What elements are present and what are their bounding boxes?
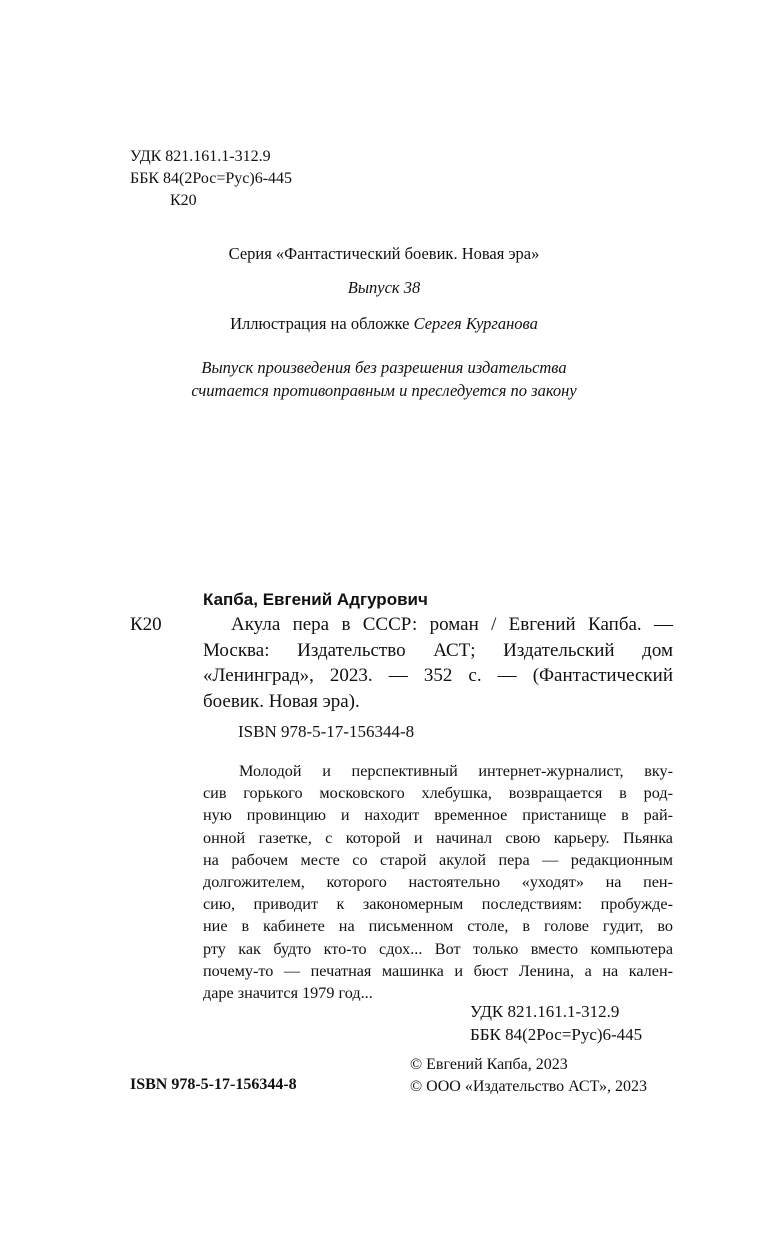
author-mark: К20 xyxy=(130,614,162,635)
biblio-line: Москва: Издательство АСТ; Издательский дом xyxy=(203,639,673,661)
isbn-entry: ISBN 978-5-17-156344-8 xyxy=(238,722,415,741)
legal-notice-line: считается противоправным и преследуется по закону xyxy=(191,381,577,400)
annotation-line: сив горького московского хлебушка, возвращается в род- xyxy=(203,784,673,803)
biblio-line: «Ленинград», 2023. — 352 с. — (Фантастический xyxy=(203,665,673,686)
author-mark-code: К20 xyxy=(170,192,197,209)
annotation-line: Молодой и перспективный интернет-журналист, вку- xyxy=(239,762,673,780)
annotation-line: сию, приводит к закономерным последствиям: пробужде- xyxy=(203,895,673,914)
legal-notice xyxy=(0,356,768,402)
udk-code: УДК 821.161.1-312.9 xyxy=(470,1002,620,1021)
issue-number: Выпуск 38 xyxy=(347,278,421,297)
copyright-line: © ООО «Издательство АСТ», 2023 xyxy=(410,1078,647,1095)
annotation-line: почему-то — печатная машинка и бюст Ленина, а на кален- xyxy=(203,961,673,980)
annotation-line: даре значится 1979 год... xyxy=(203,984,373,1003)
copyright-line: © Евгений Капба, 2023 xyxy=(410,1056,568,1073)
bbk-code: ББК 84(2Рос=Рус)6-445 xyxy=(470,1025,643,1044)
illustrator-name: Сергея Курганова xyxy=(413,314,538,333)
author-heading: Капба, Евгений Адгурович xyxy=(203,590,428,609)
annotation-line: ную провинцию и находит временное пристанище в рай- xyxy=(203,806,673,825)
udk-code: УДК 821.161.1-312.9 xyxy=(130,148,271,165)
annotation-line: онной газетке, с которой и начинал свою карьеру. Пьянка xyxy=(203,828,673,847)
illustration-prefix: Иллюстрация на обложке xyxy=(230,314,414,333)
header-classification-codes xyxy=(130,146,292,212)
series-title: Серия «Фантастический боевик. Новая эра» xyxy=(228,244,540,263)
biblio-line: боевик. Новая эра). xyxy=(203,690,360,712)
copyright-block xyxy=(410,1054,647,1098)
bibliographic-description xyxy=(203,612,673,714)
annotation-line: долгожителем, которого настоятельно «уходят» на пен- xyxy=(203,873,673,892)
biblio-line: Акула пера в СССР: роман / Евгений Капба. — xyxy=(231,614,673,635)
annotation xyxy=(203,760,673,1004)
isbn-bottom: ISBN 978-5-17-156344-8 xyxy=(130,1076,297,1093)
illustration-credit xyxy=(0,314,768,334)
footer-classification-codes xyxy=(470,1000,642,1046)
annotation-line: на рабочем месте со старой акулой пера — редакционным xyxy=(203,850,673,869)
annotation-line: рту как будто кто-то сдох... Вот только вместо компьютера xyxy=(203,939,673,958)
annotation-line: ние в кабинете на письменном столе, в голове гудит, во xyxy=(203,917,673,936)
bbk-code: ББК 84(2Рос=Рус)6-445 xyxy=(130,170,293,187)
legal-notice-line: Выпуск произведения без разрешения издательства xyxy=(201,358,567,377)
